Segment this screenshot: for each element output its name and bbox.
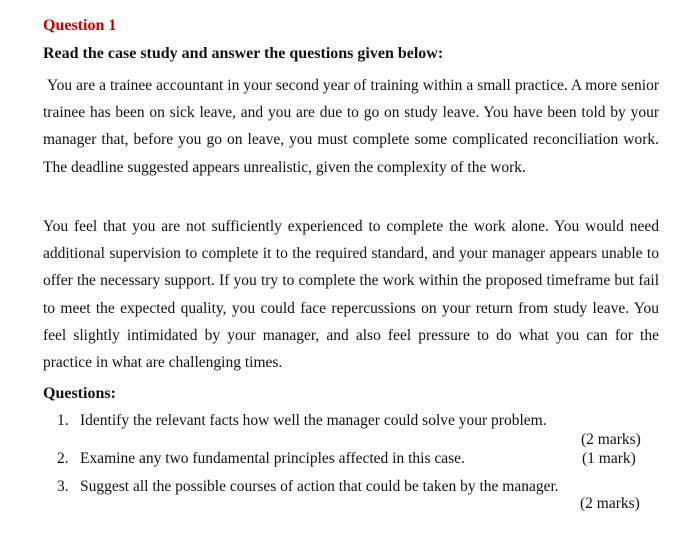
question-text: Examine any two fundamental principles affected in this case.: [80, 450, 465, 467]
case-study-paragraph-1: You are a trainee accountant in your second year of training within a small practice. A more senior trainee has been on sick leave, and you are due to go on study leave. You have been told by your manager that, before you go on leave, you must complete some complicated reconciliation work. The deadline suggested appears unrealistic, given the complexity of the work.: [43, 77, 659, 176]
case-study-paragraph-2: You feel that you are not sufficiently experienced to complete the work alone. You would need additional supervision to complete it to the required standard, and your manager appears unable to offer the necessary support. If you try to complete the work within the proposed timeframe but fail to meet the expected quality, you could face repercussions on your return from study leave. You feel slightly intimidated by your manager, and also feel pressure to do what you can for the practice in what are challenging times.: [43, 218, 659, 372]
question-item-2: [57, 450, 465, 468]
question-marks-2: (1 mark): [582, 450, 636, 467]
questions-heading: Questions:: [43, 385, 116, 402]
question-item-1: [57, 412, 547, 430]
question-marks-1: (2 marks): [581, 431, 641, 448]
question-number: 2.: [57, 450, 69, 467]
question-item-3: [57, 478, 559, 496]
question-text: Identify the relevant facts how well the manager could solve your problem.: [80, 412, 547, 429]
question-number: 3.: [57, 478, 69, 495]
question-marks-3: (2 marks): [580, 495, 640, 512]
instruction-text: Read the case study and answer the questions given below:: [43, 45, 444, 62]
question-title: Question 1: [43, 17, 117, 34]
question-number: 1.: [57, 412, 69, 429]
question-text: Suggest all the possible courses of action that could be taken by the manager.: [80, 478, 559, 495]
